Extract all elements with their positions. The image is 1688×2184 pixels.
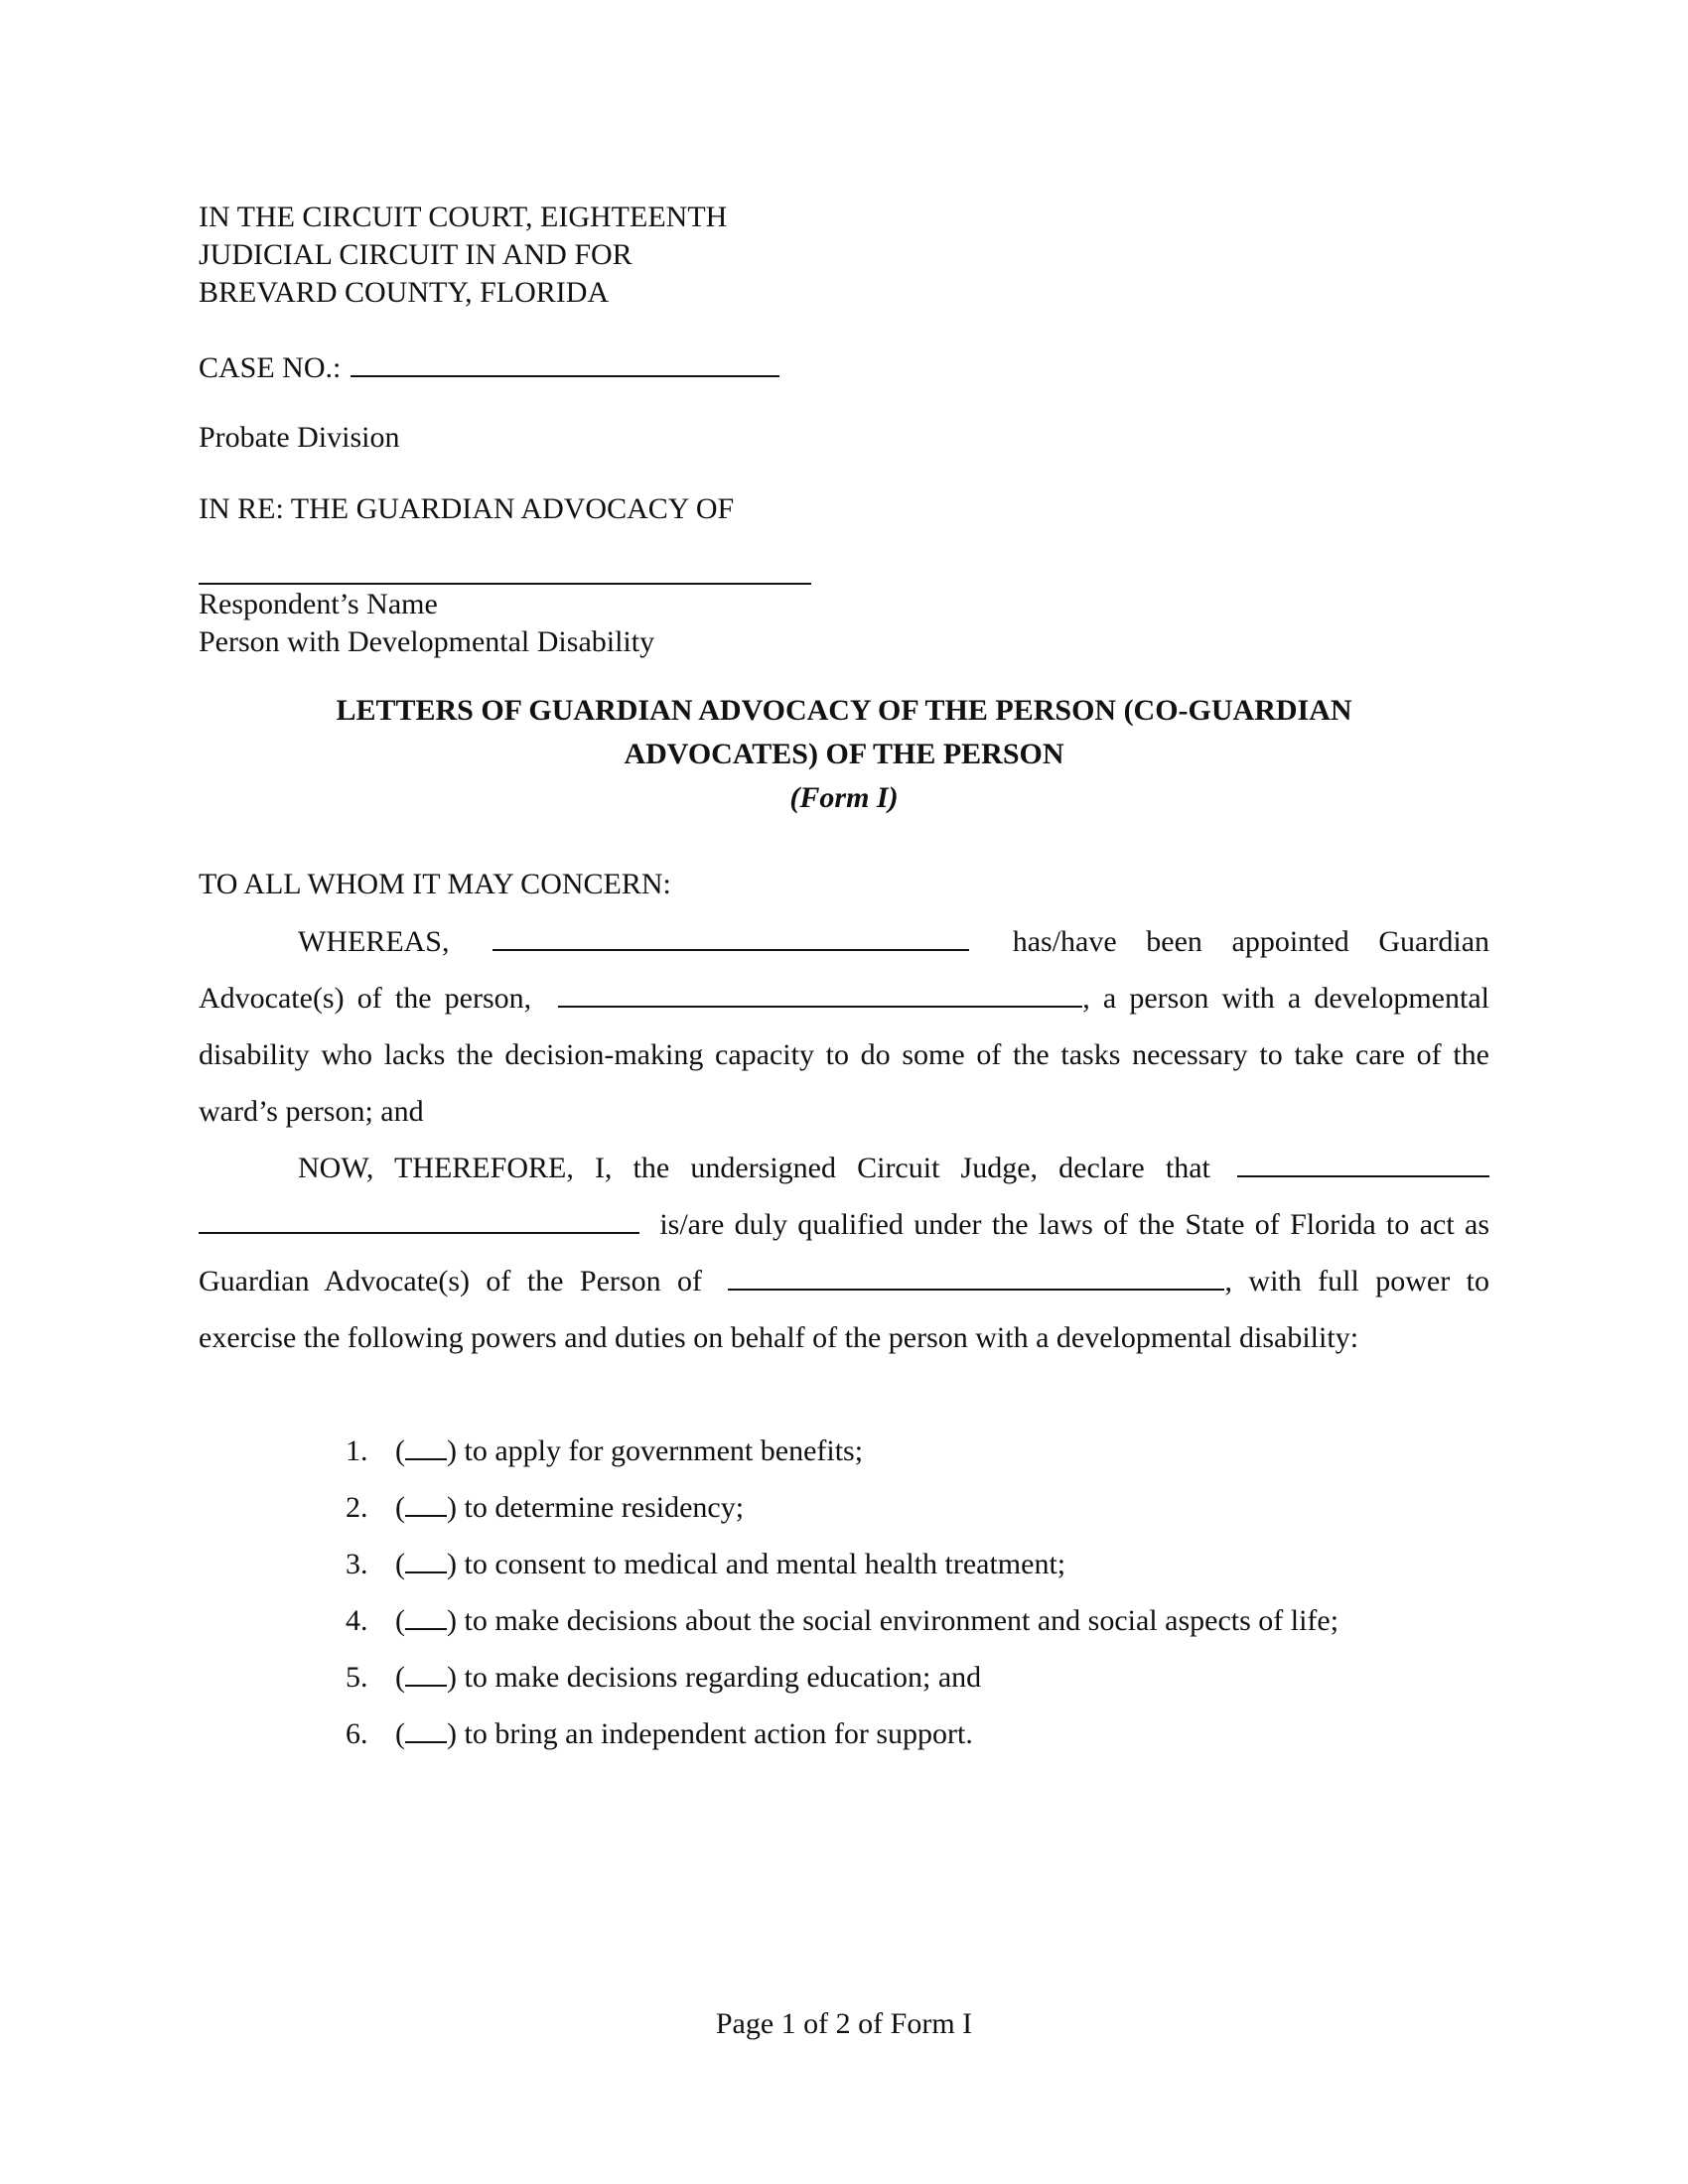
power-number: 4.: [346, 1604, 368, 1637]
power-checkbox[interactable]: ( ): [395, 1548, 457, 1580]
in-re-heading: IN RE: THE GUARDIAN ADVOCACY OF: [199, 492, 735, 525]
whereas-text2: , a person with a developmental disability who lacks the decision-making capacity to do some of the tasks necessary to take care of the ward’s person; and: [199, 982, 1489, 1128]
power-item: [346, 1479, 1338, 1536]
court-header-line3: BREVARD COUNTY, FLORIDA: [199, 276, 610, 309]
whereas-lead: WHEREAS,: [298, 925, 450, 958]
power-number: 5.: [346, 1661, 368, 1694]
case-number-label: CASE NO.:: [199, 351, 342, 384]
power-text: to make decisions regarding education; and: [464, 1661, 982, 1694]
power-checkbox[interactable]: ( ): [395, 1491, 457, 1524]
salutation: TO ALL WHOM IT MAY CONCERN:: [199, 868, 671, 900]
title-line2: ADVOCATES) OF THE PERSON: [624, 738, 1064, 770]
person-of-field[interactable]: [728, 1263, 1224, 1291]
ward-name-field[interactable]: [558, 980, 1082, 1008]
power-number: 2.: [346, 1491, 368, 1524]
power-text: to bring an independent action for support.: [464, 1717, 973, 1750]
power-text: to apply for government benefits;: [464, 1434, 864, 1467]
court-header-line2: JUDICIAL CIRCUIT IN AND FOR: [199, 238, 633, 271]
power-checkbox[interactable]: ( ): [395, 1604, 457, 1637]
case-number-field[interactable]: [351, 347, 779, 377]
document-title: [199, 689, 1489, 820]
court-header: [199, 199, 727, 312]
qualified-guardian-field-part2[interactable]: [199, 1206, 639, 1234]
therefore-lead: NOW, THEREFORE, I, the undersigned Circuit Judge, declare that: [298, 1152, 1210, 1184]
therefore-text2: , with full power to exercise the following powers and duties on behalf of the person with a developmental disability:: [199, 1265, 1489, 1354]
power-number: 1.: [346, 1434, 368, 1467]
power-item: [346, 1649, 1338, 1706]
power-number: 3.: [346, 1548, 368, 1580]
page-footer: Page 1 of 2 of Form I: [715, 2007, 973, 2040]
powers-list: [346, 1423, 1338, 1762]
qualified-guardian-field-part1[interactable]: [1237, 1150, 1489, 1177]
respondent-sublabel: Person with Developmental Disability: [199, 625, 655, 658]
respondent-name-label: Respondent’s Name: [199, 588, 438, 620]
case-number-row: [199, 347, 779, 387]
division-label: Probate Division: [199, 421, 400, 454]
power-item: [346, 1706, 1338, 1762]
court-header-line1: IN THE CIRCUIT COURT, EIGHTEENTH: [199, 201, 728, 233]
whereas-paragraph: [199, 913, 1489, 1140]
power-text: to determine residency;: [464, 1491, 745, 1524]
respondent-name-field[interactable]: [199, 583, 811, 585]
power-item: [346, 1536, 1338, 1592]
power-item: [346, 1423, 1338, 1479]
guardian-names-field[interactable]: [492, 923, 969, 951]
therefore-text1: is/are duly qualified under the laws of the State of Florida to act as Guardian Advocate(s) of the Person of: [199, 1208, 1489, 1297]
power-checkbox[interactable]: ( ): [395, 1434, 457, 1467]
whereas-text1: has/have been appointed Guardian Advocate(s) of the person,: [199, 925, 1490, 1015]
therefore-paragraph: [199, 1140, 1489, 1366]
power-checkbox[interactable]: ( ): [395, 1717, 457, 1750]
power-item: [346, 1592, 1338, 1649]
power-text: to make decisions about the social environment and social aspects of life;: [464, 1604, 1339, 1637]
title-line1: LETTERS OF GUARDIAN ADVOCACY OF THE PERSON (CO-GUARDIAN: [336, 694, 1352, 727]
power-checkbox[interactable]: ( ): [395, 1661, 457, 1694]
form-designation: (Form I): [789, 781, 899, 814]
power-text: to consent to medical and mental health treatment;: [464, 1548, 1066, 1580]
power-number: 6.: [346, 1717, 368, 1750]
